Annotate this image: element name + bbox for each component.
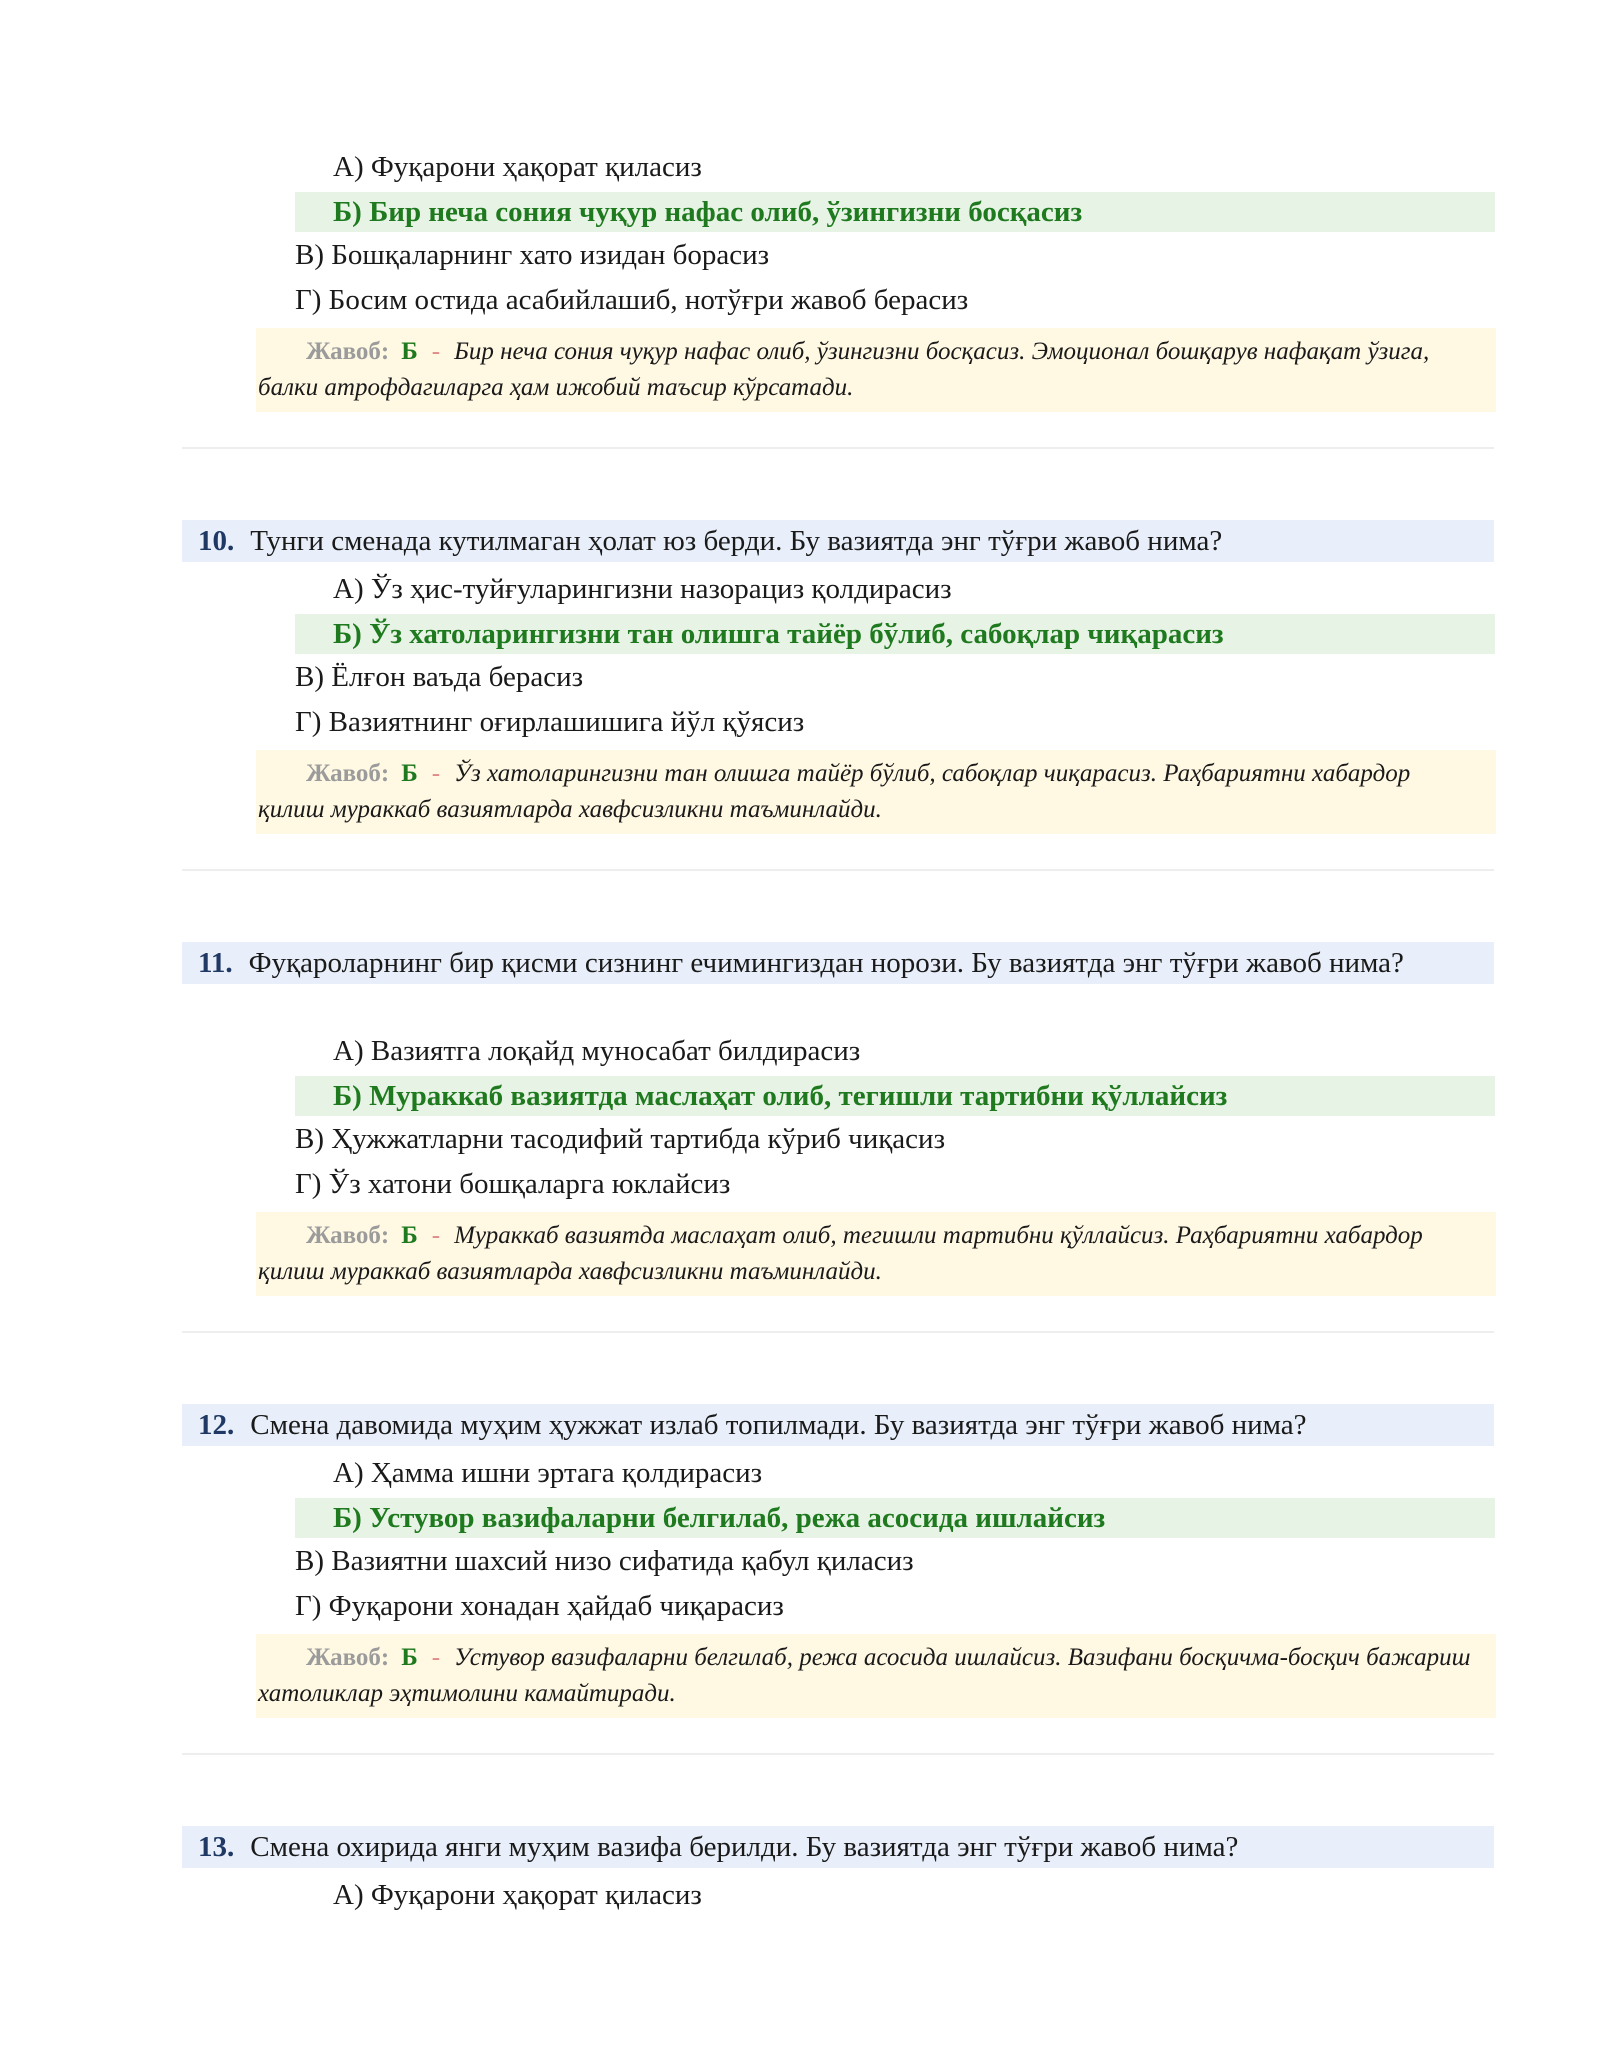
option-d: Г) Вазиятнинг оғирлашишига йўл қўясиз [295,706,805,738]
option-c: В) Ёлғон ваъда берасиз [295,661,584,693]
answer-dash: - [431,1644,441,1671]
answer-label: Жавоб: [306,760,390,787]
answer-text: Ўз хатоларингизни тан олишга тайёр бўлиб, сабоқлар чиқарасиз. Раҳбариятни хабардор қилиш мураккаб вазиятларда хавфсизликни таъминлайди. [258,760,1411,823]
divider [182,869,1494,871]
answer-label: Жавоб: [306,1222,390,1249]
option-a: А) Ҳамма ишни эртага қолдирасиз [333,1457,763,1489]
option-a: А) Фуқарони ҳақорат қиласиз [333,1879,702,1911]
answer-box [256,1212,1496,1296]
answer-letter: Б [401,760,418,787]
question-13 [182,1826,1494,1868]
divider [182,447,1494,449]
question-number: 10. [198,525,235,557]
question-text: Смена давомида муҳим ҳужжат излаб топилмади. Бу вазиятда энг тўғри жавоб нима? [250,1409,1307,1441]
answer-dash: - [431,338,441,365]
answer-text: Мураккаб вазиятда маслаҳат олиб, тегишли тартибни қўллайсиз. Раҳбариятни хабардор қилиш мураккаб вазиятларда хавфсизликни таъминлайди. [258,1222,1423,1285]
answer-box [256,750,1496,834]
answer-box [256,1634,1496,1718]
option-c: В) Ҳужжатларни тасодифий тартибда кўриб чиқасиз [295,1123,946,1155]
answer-letter: Б [401,338,418,365]
option-b-correct: Б) Мураккаб вазиятда маслаҳат олиб, тегишли тартибни қўллайсиз [295,1076,1495,1116]
answer-text: Бир неча сония чуқур нафас олиб, ўзингизни босқасиз. Эмоционал бошқарув нафақат ўзига, балки атрофдагиларга ҳам ижобий таъсир кўрсатади. [258,338,1430,401]
option-d: Г) Босим остида асабийлашиб, нотўғри жавоб берасиз [295,284,969,316]
option-a: А) Вазиятга лоқайд муносабат билдирасиз [333,1035,861,1067]
divider [182,1331,1494,1333]
answer-dash: - [431,1222,441,1249]
answer-letter: Б [401,1644,418,1671]
question-11 [182,942,1494,984]
question-12 [182,1404,1494,1446]
divider [182,1753,1494,1755]
option-c: В) Вазиятни шахсий низо сифатида қабул қиласиз [295,1545,914,1577]
answer-dash: - [431,760,441,787]
question-text: Смена охирида янги муҳим вазифа берилди. Бу вазиятда энг тўғри жавоб нима? [250,1831,1239,1863]
option-d: Г) Фуқарони хонадан ҳайдаб чиқарасиз [295,1590,784,1622]
answer-label: Жавоб: [306,338,390,365]
answer-label: Жавоб: [306,1644,390,1671]
question-text: Тунги сменада кутилмаган ҳолат юз берди. Бу вазиятда энг тўғри жавоб нима? [250,525,1223,557]
question-text: Фуқароларнинг бир қисми сизнинг ечимингиздан норози. Бу вазиятда энг тўғри жавоб нима? [248,947,1404,979]
option-b-correct: Б) Ўз хатоларингизни тан олишга тайёр бўлиб, сабоқлар чиқарасиз [295,614,1495,654]
question-number: 11. [198,947,233,979]
option-b-correct: Б) Бир неча сония чуқур нафас олиб, ўзингизни босқасиз [295,192,1495,232]
answer-letter: Б [401,1222,418,1249]
option-a: А) Ўз ҳис-туйғуларингизни назорациз қолдирасиз [333,573,952,605]
option-c: В) Бошқаларнинг хато изидан борасиз [295,239,770,271]
question-number: 13. [198,1831,235,1863]
option-a: А) Фуқарони ҳақорат қиласиз [333,151,702,183]
question-number: 12. [198,1409,235,1441]
question-10 [182,520,1494,562]
option-d: Г) Ўз хатони бошқаларга юклайсиз [295,1168,731,1200]
answer-text: Устувор вазифаларни белгилаб, режа асосида ишлайсиз. Вазифани босқичма-босқич бажариш хатоликлар эҳтимолини камайтиради. [258,1644,1471,1707]
option-b-correct: Б) Устувор вазифаларни белгилаб, режа асосида ишлайсиз [295,1498,1495,1538]
answer-box [256,328,1496,412]
